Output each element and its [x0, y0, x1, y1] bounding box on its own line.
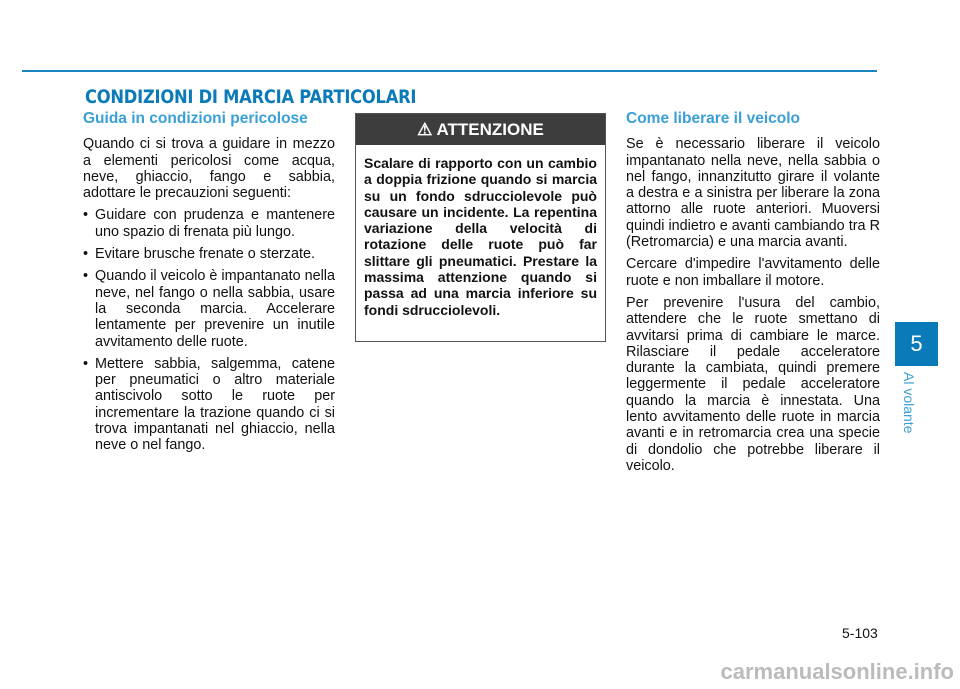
paragraph: Per prevenire l'usura del cambio, attendere che le ruote smettano di avvitarsi prima di cambiare le marce. Rilasciare il pedale acceleratore durante la cambiata, quindi premere leggermente il pedale acceleratore quando la marcia è innestata. Una lento avvitamento delle ruote in marcia avanti e in retromarcia crea una specie di dondolio che potrebbe liberare il veicolo.: [626, 294, 880, 474]
warning-header: [356, 114, 605, 145]
precautions-list: [83, 207, 335, 453]
paragraph: Cercare d'impedire l'avvitamento delle ruote e non imballare il motore.: [626, 256, 880, 289]
warning-triangle-icon: ⚠: [417, 120, 433, 139]
list-item: • Mettere sabbia, salgemma, catene per pneumatici o altro materiale antiscivolo sotto le ruote per incrementare la trazione quando ci si trova impantanati nel ghiaccio, nella neve o nel fango.: [83, 356, 335, 454]
list-item: • Guidare con prudenza e mantenere uno spazio di frenata più lungo.: [83, 207, 335, 240]
intro-paragraph: Quando ci si trova a guidare in mezzo a elementi pericolosi come acqua, neve, ghiaccio, fango e sabbia, adottare le precauzioni seguenti:: [83, 136, 335, 202]
list-item: • Quando il veicolo è impantanato nella neve, nel fango o nella sabbia, usare la seconda marcia. Accelerare lentamente per prevenire un inutile avvitamento delle ruote.: [83, 268, 335, 349]
chapter-tab: 5: [895, 322, 938, 366]
warning-text: Scalare di rapporto con un cambio a doppia frizione quando si marcia su un fondo sdrucciolevole può causare un incidente. La repentina variazione della velocità di rotazione delle ruote può far slittare gli pneumatici. Prestare la massima attenzione quando si passa ad una marcia inferiore su fondi sdrucciolevoli.: [364, 155, 597, 318]
chapter-label: Al volante: [901, 372, 917, 434]
left-heading: Guida in condizioni pericolose: [83, 110, 308, 127]
list-item: • Evitare brusche frenate o sterzate.: [83, 246, 335, 262]
page-number: 5-103: [842, 625, 878, 641]
paragraph: Se è necessario liberare il veicolo impantanato nella neve, nella sabbia o nel fango, innanzitutto girare il volante a destra e a sinistra per liberare la zona attorno alle ruote anteriori. Muoversi quindi indietro e avanti cambiando tra R (Retromarcia) e una marcia avanti.: [626, 136, 880, 251]
section-title: CONDIZIONI DI MARCIA PARTICOLARI: [85, 86, 417, 108]
right-column: [626, 111, 880, 480]
warning-label: ATTENZIONE: [436, 120, 544, 139]
top-rule: [22, 70, 877, 72]
watermark: carmanualsonline.info: [720, 659, 954, 684]
right-heading: Come liberare il veicolo: [626, 110, 801, 127]
warning-box: [355, 113, 606, 342]
left-column: [83, 111, 335, 460]
